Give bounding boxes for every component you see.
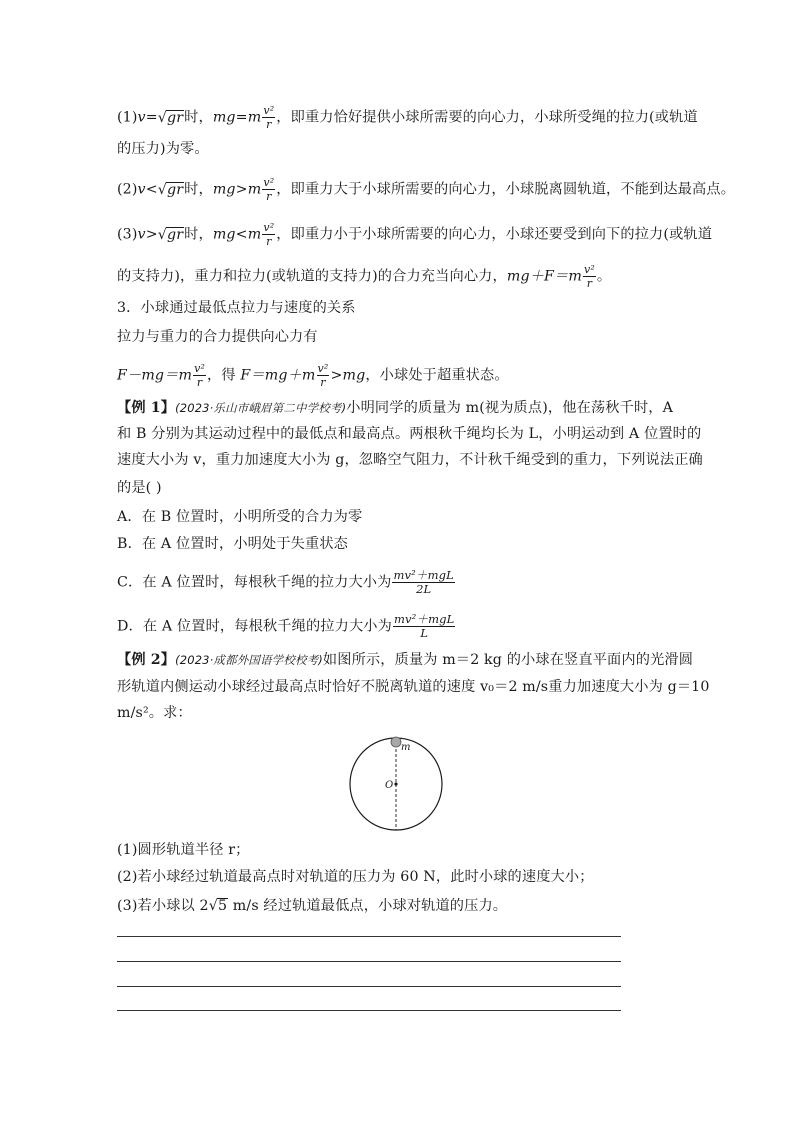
fraction-numerator: mv²＋mgL <box>393 612 455 626</box>
var-v: v <box>137 181 146 198</box>
example-1-option-d <box>117 613 456 640</box>
label-o: O <box>385 780 394 791</box>
fraction-v2-r <box>193 362 206 389</box>
fraction-numerator: v² <box>263 104 275 117</box>
option-c-text: C．在 A 位置时，每根秋千绳的拉力大小为 <box>117 574 392 591</box>
var-v: v <box>137 226 146 243</box>
var-m: m <box>247 109 262 126</box>
var-mg: mg <box>212 226 236 243</box>
var-v: v <box>137 109 146 126</box>
example-2-line-2: 形轨道内侧运动小球经过最高点时恰好不脱离轨道的速度 v₀＝2 m/s重力加速度大小为 g＝10 <box>117 679 710 695</box>
case-1-label: (1) <box>117 109 138 126</box>
answer-line-4[interactable] <box>117 1010 621 1011</box>
case-1-line-2: 的压力)为零。 <box>117 141 209 157</box>
answer-line-1[interactable] <box>117 936 621 937</box>
sqrt-sign: √ <box>157 181 167 198</box>
fraction-denominator: r <box>266 118 272 131</box>
fraction-v2-r <box>583 263 596 290</box>
circular-track-figure <box>348 734 444 832</box>
fraction-denominator: r <box>320 376 326 389</box>
question-3-text-b: m/s 经过轨道最低点，小球对轨道的压力。 <box>228 898 508 914</box>
case-3-line-1 <box>117 221 712 248</box>
case-1-text: ，即重力恰好提供小球所需要的向心力，小球所受绳的拉力(或轨道 <box>276 109 698 126</box>
option-d-fraction <box>393 613 455 640</box>
shi-text: 时， <box>184 226 213 243</box>
equals: = <box>145 109 158 126</box>
fraction-numerator: v² <box>194 362 206 375</box>
example-2-tag: 【例 2】 <box>117 652 176 668</box>
sqrt-sign: √ <box>157 226 167 243</box>
fraction-denominator: r <box>586 277 593 290</box>
greater-than: > <box>145 226 158 243</box>
example-1-option-c <box>117 569 456 596</box>
var-mg: mg <box>212 109 236 126</box>
equation-f-mg: F－mg＝m <box>117 367 193 384</box>
fraction-numerator: mv²＋mgL <box>393 568 454 582</box>
example-2-line-3: m/s²。求： <box>117 705 192 721</box>
greater-than-mg: >mg <box>330 367 366 384</box>
fraction-denominator: r <box>266 235 272 248</box>
example-1-text: 小明同学的质量为 m(视为质点)，他在荡秋千时，A <box>346 400 674 416</box>
example-2-question-1: (1)圆形轨道半径 r； <box>117 842 250 858</box>
example-1-line-3: 速度大小为 v，重力加速度大小为 g，忽略空气阻力，不计秋千绳受到的重力，下列说法正确 <box>117 452 703 468</box>
option-d-text: D．在 A 位置时，每根秋千绳的拉力大小为 <box>117 618 392 635</box>
case-3-label: (3) <box>117 226 138 243</box>
less-than: < <box>235 226 248 243</box>
case-2-line <box>117 176 735 203</box>
fraction-v2-r <box>262 104 275 131</box>
equation-f-result: F＝mg＋m <box>240 367 316 384</box>
fraction-denominator: 2L <box>416 582 432 596</box>
section-3-equation <box>117 362 509 389</box>
sqrt-content: gr <box>166 181 184 198</box>
equation-mg-f: mg＋F＝m <box>506 268 582 285</box>
less-than: < <box>145 181 158 198</box>
fraction-v2-r <box>262 221 275 248</box>
greater-than: > <box>235 181 248 198</box>
example-2-question-3 <box>117 896 507 916</box>
example-2-text: 如图所示，质量为 m＝2 kg 的小球在竖直平面内的光滑圆 <box>322 652 694 668</box>
fraction-denominator: L <box>420 626 429 640</box>
answer-line-2[interactable] <box>117 961 621 962</box>
sqrt-content: 5 <box>217 898 228 914</box>
fraction-numerator: v² <box>263 176 275 189</box>
example-1-option-a: A．在 B 位置时，小明所受的合力为零 <box>117 509 363 525</box>
fraction-numerator: v² <box>263 221 275 234</box>
shi-text: 时， <box>184 109 213 126</box>
period: 。 <box>596 268 612 285</box>
equals: = <box>235 109 248 126</box>
fraction-numerator: v² <box>317 362 329 375</box>
sqrt-sign: √ <box>157 109 167 126</box>
fraction-v2-r <box>317 362 330 389</box>
example-1-source: (2023·乐山市峨眉第二中学校考) <box>175 401 347 415</box>
fraction-denominator: r <box>266 190 272 203</box>
shi-text: 时， <box>184 181 213 198</box>
example-2-source: (2023·成都外国语学校校考) <box>175 653 323 667</box>
sqrt-sign: √ <box>208 898 218 914</box>
example-2-question-2: (2)若小球经过轨道最高点时对轨道的压力为 60 N，此时小球的速度大小； <box>117 869 594 885</box>
var-m: m <box>247 226 262 243</box>
example-2-line-1 <box>117 650 693 670</box>
sqrt-content: gr <box>166 109 184 126</box>
de-text: ，得 <box>207 367 241 384</box>
case-3-line-2-text: 的支持力)，重力和拉力(或轨道的支持力)的合力充当向心力， <box>117 268 507 285</box>
example-1-tag: 【例 1】 <box>117 400 176 416</box>
ball <box>391 737 401 747</box>
example-1-line-2: 和 B 分别为其运动过程中的最低点和最高点。两根秋千绳均长为 L，小明运动到 A 位置时的 <box>117 426 702 442</box>
option-c-fraction <box>392 569 454 596</box>
section-3-heading: 3．小球通过最低点拉力与速度的关系 <box>117 300 356 316</box>
answer-line-3[interactable] <box>117 986 621 987</box>
sqrt-content: gr <box>166 226 184 243</box>
example-1-option-b: B．在 A 位置时，小明处于失重状态 <box>117 536 349 552</box>
fraction-v2-r <box>262 176 275 203</box>
case-3-text: ，即重力小于小球所需要的向心力，小球还要受到向下的拉力(或轨道 <box>276 226 713 243</box>
example-1-line-4: 的是( ) <box>117 480 162 496</box>
label-m: m <box>401 742 411 753</box>
fraction-numerator: v² <box>583 263 595 276</box>
overweight-text: ，小球处于超重状态。 <box>365 367 509 384</box>
case-2-label: (2) <box>117 181 138 198</box>
case-1-line-1 <box>117 104 698 131</box>
section-3-subheading: 拉力与重力的合力提供向心力有 <box>117 329 318 345</box>
var-mg: mg <box>212 181 236 198</box>
center-point <box>394 782 397 785</box>
question-3-text-a: (3)若小球以 2 <box>117 898 209 914</box>
fraction-denominator: r <box>196 376 203 389</box>
case-2-text: ，即重力大于小球所需要的向心力，小球脱离圆轨道，不能到达最高点。 <box>276 181 736 198</box>
case-3-line-2 <box>117 263 611 290</box>
example-1-line-1 <box>117 398 673 418</box>
var-m: m <box>247 181 262 198</box>
